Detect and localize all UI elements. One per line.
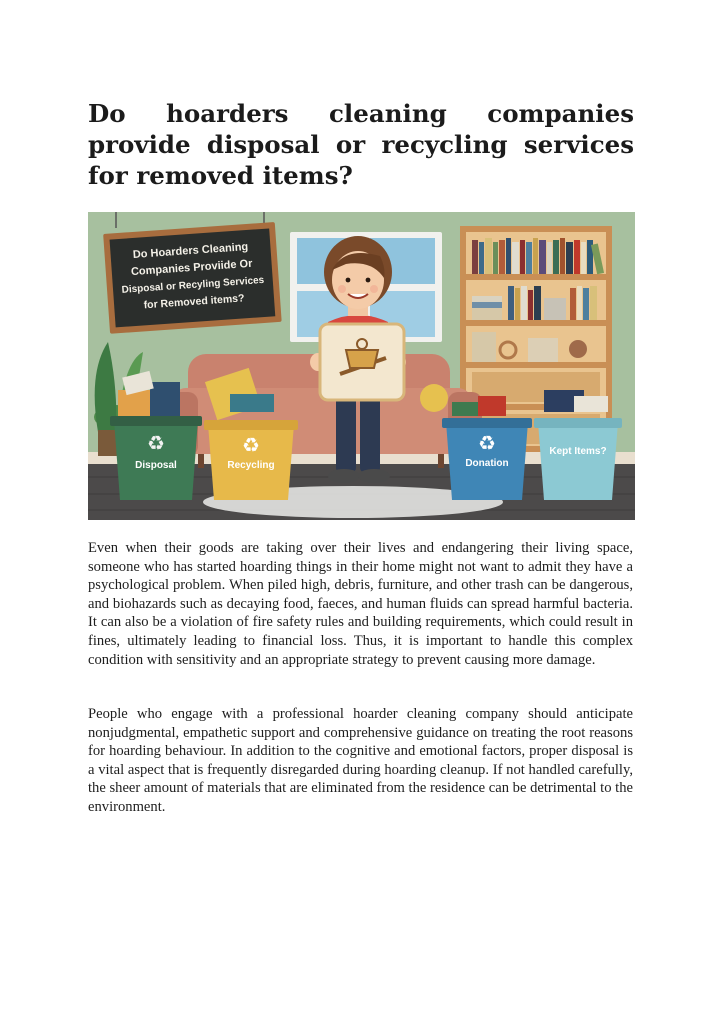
recycle-icon: ♻ [478, 431, 496, 455]
bin-recycling [204, 420, 298, 500]
bin-label-recycling: Recycling [227, 460, 275, 471]
recycle-icon: ♻ [242, 433, 260, 457]
hero-illustration [88, 212, 635, 520]
sign-line-4: for Removed items? [143, 292, 245, 312]
page-title: Do hoarders cleaning companies provide disposal or recycling services for removed items? [88, 99, 634, 190]
bin-kept-items [534, 418, 622, 500]
bin-label-donation: Donation [465, 458, 509, 469]
sign-line-3: Disposal or Recyling Services [121, 274, 265, 296]
sign-line-1: Do Hoarders Cleaning [132, 240, 249, 261]
bin-disposal [110, 416, 202, 500]
sign-line-2: Companies Proviide Or [130, 257, 253, 279]
bin-label-kept-items: Kept Items? [549, 446, 607, 457]
article-paragraph-2: People who engage with a professional hoarder cleaning company should anticipate nonjudgmental, empathetic support and comprehensive guidance on treating the root reasons for hoarding behaviour. In addition to the cognitive and emotional factors, proper disposal is a vital aspect that is frequently disregarded during hoarding cleanup. If not handled carefully, the sheer amount of materials that are eliminated from the residence can be detrimental to the environment. [88, 706, 634, 815]
article-paragraph-1: Even when their goods are taking over their lives and endangering their living space, someone who has started hoarding things in their home might not want to admit they have a psychological problem. When piled high, debris, furniture, and other trash can be dangerous, and biohazards such as decaying food, faeces, and human fluids can spread harmful bacteria. It can also be a violation of fire safety rules and building requirements, which could result in fines, ultimately leading to financial loss. Thus, it is important to handle this complex condition with sensitivity and an appropriate strategy to prevent causing more damage. [88, 540, 633, 668]
bin-label-disposal: Disposal [135, 460, 177, 471]
bin-donation [442, 418, 532, 500]
recycle-icon: ♻ [147, 431, 165, 455]
